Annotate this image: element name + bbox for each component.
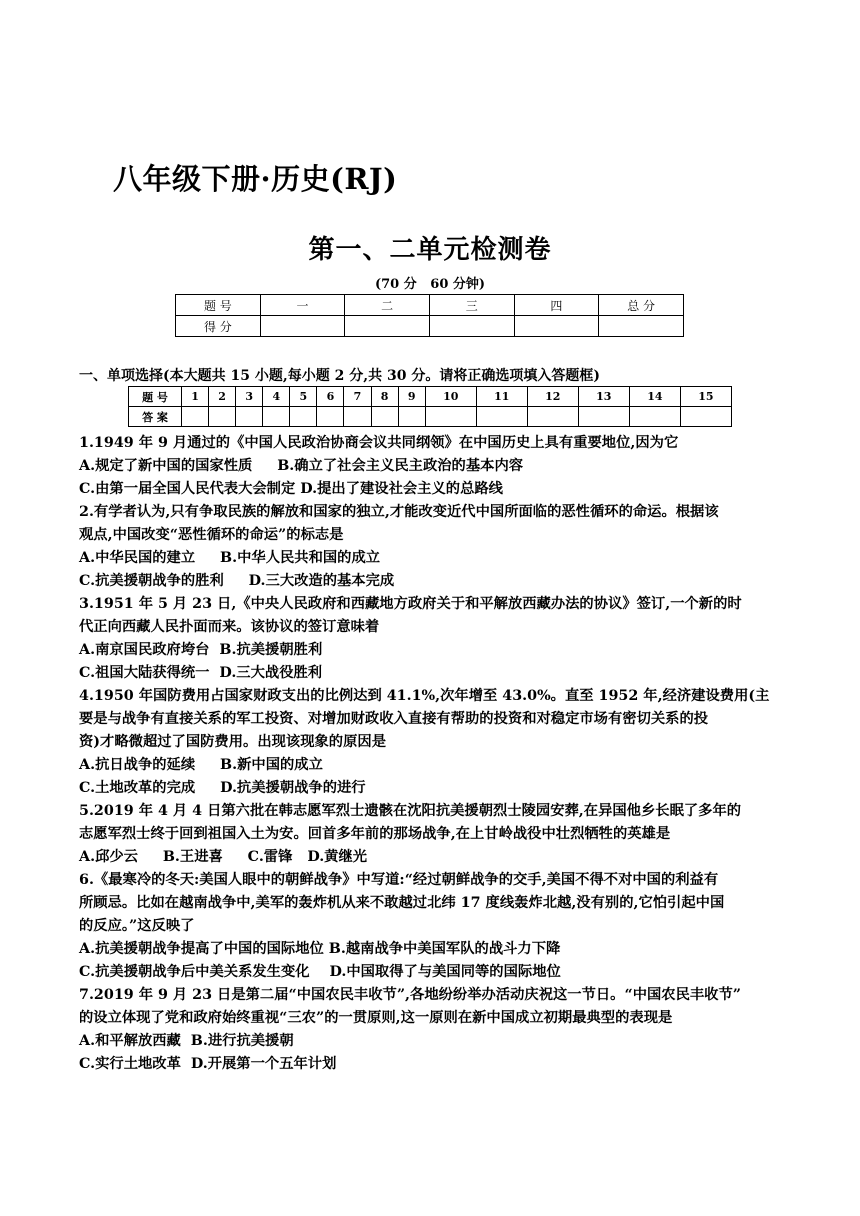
score-table-row-label: 题 号 [176, 295, 261, 316]
question-stem-line: 代正向西藏人民扑面而来。该协议的签订意味着 [79, 619, 380, 635]
answer-number-cell: 7 [344, 387, 371, 407]
question-stem-line: 1.1949 年 9 月通过的《中国人民政治协商会议共同纲领》在中国历史上具有重要地位,因为它 [79, 435, 679, 451]
section-heading: 一、单项选择(本大题共 15 小题,每小题 2 分,共 30 分。请将正确选项填入答题框) [79, 368, 600, 384]
score-cell[interactable] [260, 316, 345, 337]
answer-cell[interactable] [680, 407, 731, 427]
score-table-col-1: 一 [260, 295, 345, 316]
score-table-col-3: 三 [429, 295, 514, 316]
question-stem-line: 的设立体现了党和政府始终重视“三农”的一贯原则,这一原则在新中国成立初期最典型的表现是 [79, 1010, 673, 1026]
question-stem-line: 2.有学者认为,只有争取民族的解放和国家的独立,才能改变近代中国所面临的恶性循环的命运。根据该 [79, 504, 719, 520]
answer-number-cell: 8 [371, 387, 398, 407]
question-stem-line: 7.2019 年 9 月 23 日是第二届“中国农民丰收节”,各地纷纷举办活动庆祝这一节日。“中国农民丰收节” [79, 987, 742, 1003]
question [79, 869, 789, 984]
question-options-line: C.抗美援朝战争后中美关系发生变化 D.中国取得了与美国同等的国际地位 [79, 964, 561, 980]
score-cell[interactable] [599, 316, 684, 337]
question-stem-line: 所顾忌。比如在越南战争中,美军的轰炸机从来不敢越过北纬 17 度线轰炸北越,没有别的,它怕引起中国 [79, 895, 725, 911]
question-options-line: A.中华民国的建立 B.中华人民共和国的成立 [79, 550, 381, 566]
answer-table-row-label: 答 案 [129, 407, 182, 427]
answer-number-cell: 14 [629, 387, 680, 407]
question-options-line: C.由第一届全国人民代表大会制定 D.提出了建设社会主义的总路线 [79, 481, 503, 497]
question-options-line: A.规定了新中国的国家性质 B.确立了社会主义民主政治的基本内容 [79, 458, 524, 474]
answer-table-number-row [129, 387, 732, 407]
exam-title: 第一、二单元检测卷 [308, 235, 552, 265]
book-title: 八年级下册·历史(RJ) [113, 162, 398, 196]
question-list [79, 432, 789, 1076]
answer-cell[interactable] [371, 407, 398, 427]
answer-number-cell: 15 [680, 387, 731, 407]
question-options-line: A.抗美援朝战争提高了中国的国际地位 B.越南战争中美国军队的战斗力下降 [79, 941, 561, 957]
answer-cell[interactable] [425, 407, 476, 427]
answer-cell[interactable] [263, 407, 290, 427]
answer-number-cell: 11 [476, 387, 527, 407]
answer-cell[interactable] [629, 407, 680, 427]
question-options-line: A.和平解放西藏 B.进行抗美援朝 [79, 1033, 294, 1049]
answer-table-row-label: 题 号 [129, 387, 182, 407]
score-table-header-row [176, 295, 684, 316]
score-table-row-label: 得 分 [176, 316, 261, 337]
answer-number-cell: 6 [317, 387, 344, 407]
question [79, 800, 789, 869]
question-stem-line: 3.1951 年 5 月 23 日,《中央人民政府和西藏地方政府关于和平解放西藏办法的协议》签订,一个新的时 [79, 596, 742, 612]
answer-number-cell: 9 [398, 387, 425, 407]
exam-info: (70 分 60 分钟) [374, 277, 486, 292]
question [79, 984, 789, 1076]
answer-cell[interactable] [182, 407, 209, 427]
question-options-line: C.实行土地改革 D.开展第一个五年计划 [79, 1056, 337, 1072]
score-table [175, 294, 684, 337]
answer-cell[interactable] [527, 407, 578, 427]
answer-number-cell: 1 [182, 387, 209, 407]
score-table-col-2: 二 [345, 295, 430, 316]
answer-table-answer-row [129, 407, 732, 427]
answer-cell[interactable] [476, 407, 527, 427]
question-options-line: C.抗美援朝战争的胜利 D.三大改造的基本完成 [79, 573, 395, 589]
answer-cell[interactable] [290, 407, 317, 427]
answer-number-cell: 5 [290, 387, 317, 407]
question-options-line: A.南京国民政府垮台 B.抗美援朝胜利 [79, 642, 323, 658]
score-cell[interactable] [429, 316, 514, 337]
answer-cell[interactable] [578, 407, 629, 427]
question-stem-line: 5.2019 年 4 月 4 日第六批在韩志愿军烈士遗骸在沈阳抗美援朝烈士陵园安葬,在异国他乡长眠了多年的 [79, 803, 742, 819]
score-table-col-4: 四 [514, 295, 599, 316]
question-stem-line: 观点,中国改变“恶性循环的命运”的标志是 [79, 527, 344, 543]
question-stem-line: 资)才略微超过了国防费用。出现该现象的原因是 [79, 734, 386, 750]
question-options-line: C.土地改革的完成 D.抗美援朝战争的进行 [79, 780, 366, 796]
answer-number-cell: 13 [578, 387, 629, 407]
question [79, 685, 789, 800]
answer-table [128, 386, 732, 427]
answer-cell[interactable] [236, 407, 263, 427]
question [79, 593, 789, 685]
question-options-line: A.邱少云 B.王进喜 C.雷锋 D.黄继光 [79, 849, 368, 865]
question-options-line: A.抗日战争的延续 B.新中国的成立 [79, 757, 323, 773]
answer-cell[interactable] [398, 407, 425, 427]
question [79, 501, 789, 593]
question [79, 432, 789, 501]
score-table-score-row [176, 316, 684, 337]
answer-cell[interactable] [209, 407, 236, 427]
question-options-line: C.祖国大陆获得统一 D.三大战役胜利 [79, 665, 323, 681]
question-stem-line: 要是与战争有直接关系的军工投资、对增加财政收入直接有帮助的投资和对稳定市场有密切关系的投 [79, 711, 709, 727]
score-table-col-total: 总 分 [599, 295, 684, 316]
score-cell[interactable] [345, 316, 430, 337]
question-stem-line: 6.《最寒冷的冬天:美国人眼中的朝鲜战争》中写道:“经过朝鲜战争的交手,美国不得不对中国的利益有 [79, 872, 719, 888]
score-cell[interactable] [514, 316, 599, 337]
answer-number-cell: 12 [527, 387, 578, 407]
question-stem-line: 志愿军烈士终于回到祖国入土为安。回首多年前的那场战争,在上甘岭战役中壮烈牺牲的英雄是 [79, 826, 671, 842]
answer-number-cell: 4 [263, 387, 290, 407]
answer-cell[interactable] [317, 407, 344, 427]
answer-number-cell: 3 [236, 387, 263, 407]
answer-cell[interactable] [344, 407, 371, 427]
answer-number-cell: 10 [425, 387, 476, 407]
question-stem-line: 4.1950 年国防费用占国家财政支出的比例达到 41.1%,次年增至 43.0%。直至 1952 年,经济建设费用(主 [79, 688, 770, 704]
question-stem-line: 的反应。”这反映了 [79, 918, 195, 934]
answer-number-cell: 2 [209, 387, 236, 407]
